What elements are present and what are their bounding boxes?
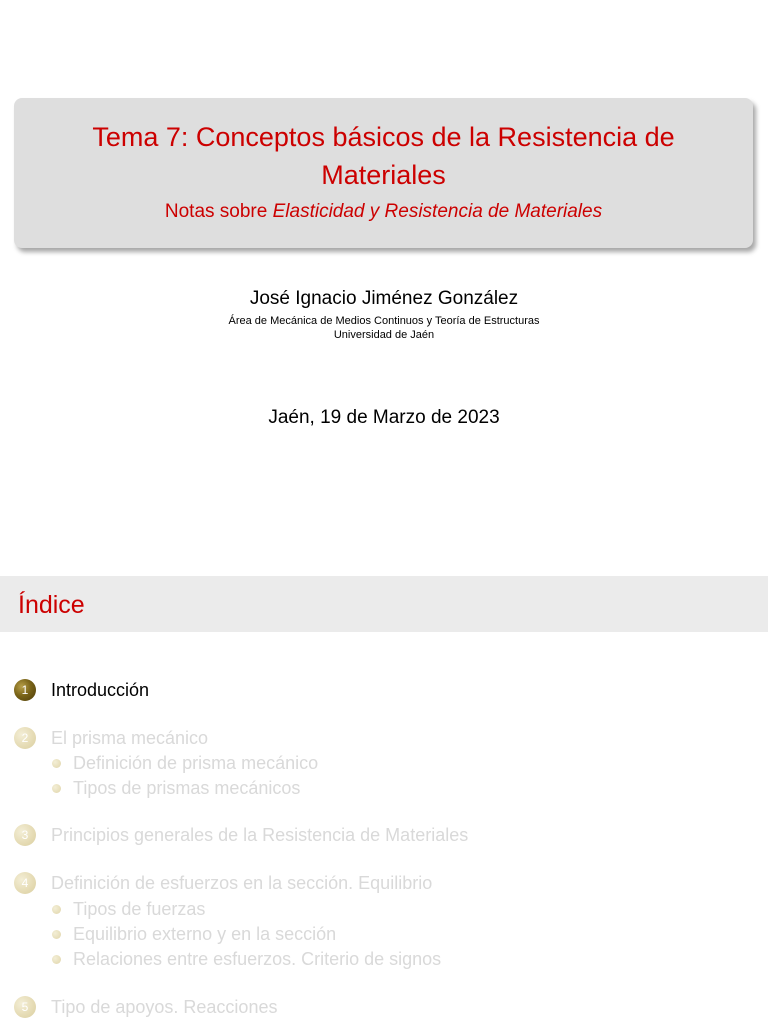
section-label: Definición de esfuerzos en la sección. Equilibrio bbox=[51, 873, 433, 893]
toc-section-4[interactable] bbox=[14, 870, 432, 896]
subsection-label: Equilibrio externo y en la sección bbox=[73, 924, 337, 944]
bullet-icon bbox=[52, 930, 61, 939]
bullet-icon bbox=[52, 784, 61, 793]
toc-section-5[interactable] bbox=[14, 994, 277, 1020]
subsection-label: Tipos de prismas mecánicos bbox=[73, 778, 301, 798]
toc-section-3[interactable] bbox=[14, 822, 468, 848]
author-name: José Ignacio Jiménez González bbox=[249, 288, 519, 309]
section-number-badge: 5 bbox=[14, 996, 36, 1018]
title-block bbox=[14, 98, 753, 248]
author-institution: Universidad de Jaén bbox=[333, 329, 435, 341]
section-label: Introducción bbox=[51, 680, 150, 700]
index-title: Índice bbox=[18, 591, 85, 619]
toc-subsection[interactable] bbox=[52, 751, 318, 775]
toc-subsection[interactable] bbox=[52, 776, 300, 800]
subsection-label: Relaciones entre esfuerzos. Criterio de signos bbox=[73, 949, 442, 969]
subtitle-prefix: Notas sobre bbox=[164, 201, 273, 222]
bullet-icon bbox=[52, 759, 61, 768]
presentation-subtitle bbox=[14, 200, 753, 224]
presentation-date: Jaén, 19 de Marzo de 2023 bbox=[268, 407, 500, 428]
subsection-label: Definición de prisma mecánico bbox=[73, 753, 319, 773]
toc-section-1[interactable] bbox=[14, 677, 149, 703]
toc-subsection[interactable] bbox=[52, 922, 336, 946]
section-label: Principios generales de la Resistencia de Materiales bbox=[51, 825, 469, 845]
section-label: El prisma mecánico bbox=[51, 728, 209, 748]
section-number-badge: 4 bbox=[14, 872, 36, 894]
toc-subsection[interactable] bbox=[52, 897, 205, 921]
author-affiliation: Área de Mecánica de Medios Continuos y Teoría de Estructuras bbox=[228, 315, 540, 327]
bullet-icon bbox=[52, 955, 61, 964]
section-number-badge: 3 bbox=[14, 824, 36, 846]
section-number-badge: 1 bbox=[14, 679, 36, 701]
section-number-badge: 2 bbox=[14, 727, 36, 749]
toc-subsection[interactable] bbox=[52, 947, 441, 971]
toc-section-2[interactable] bbox=[14, 725, 208, 751]
bullet-icon bbox=[52, 905, 61, 914]
subtitle-italic: Elasticidad y Resistencia de Materiales bbox=[272, 201, 603, 222]
index-header bbox=[0, 576, 768, 632]
presentation-title: Tema 7: Conceptos básicos de la Resistencia de Materiales bbox=[92, 122, 675, 190]
section-label: Tipo de apoyos. Reacciones bbox=[51, 997, 278, 1017]
subsection-label: Tipos de fuerzas bbox=[73, 899, 206, 919]
